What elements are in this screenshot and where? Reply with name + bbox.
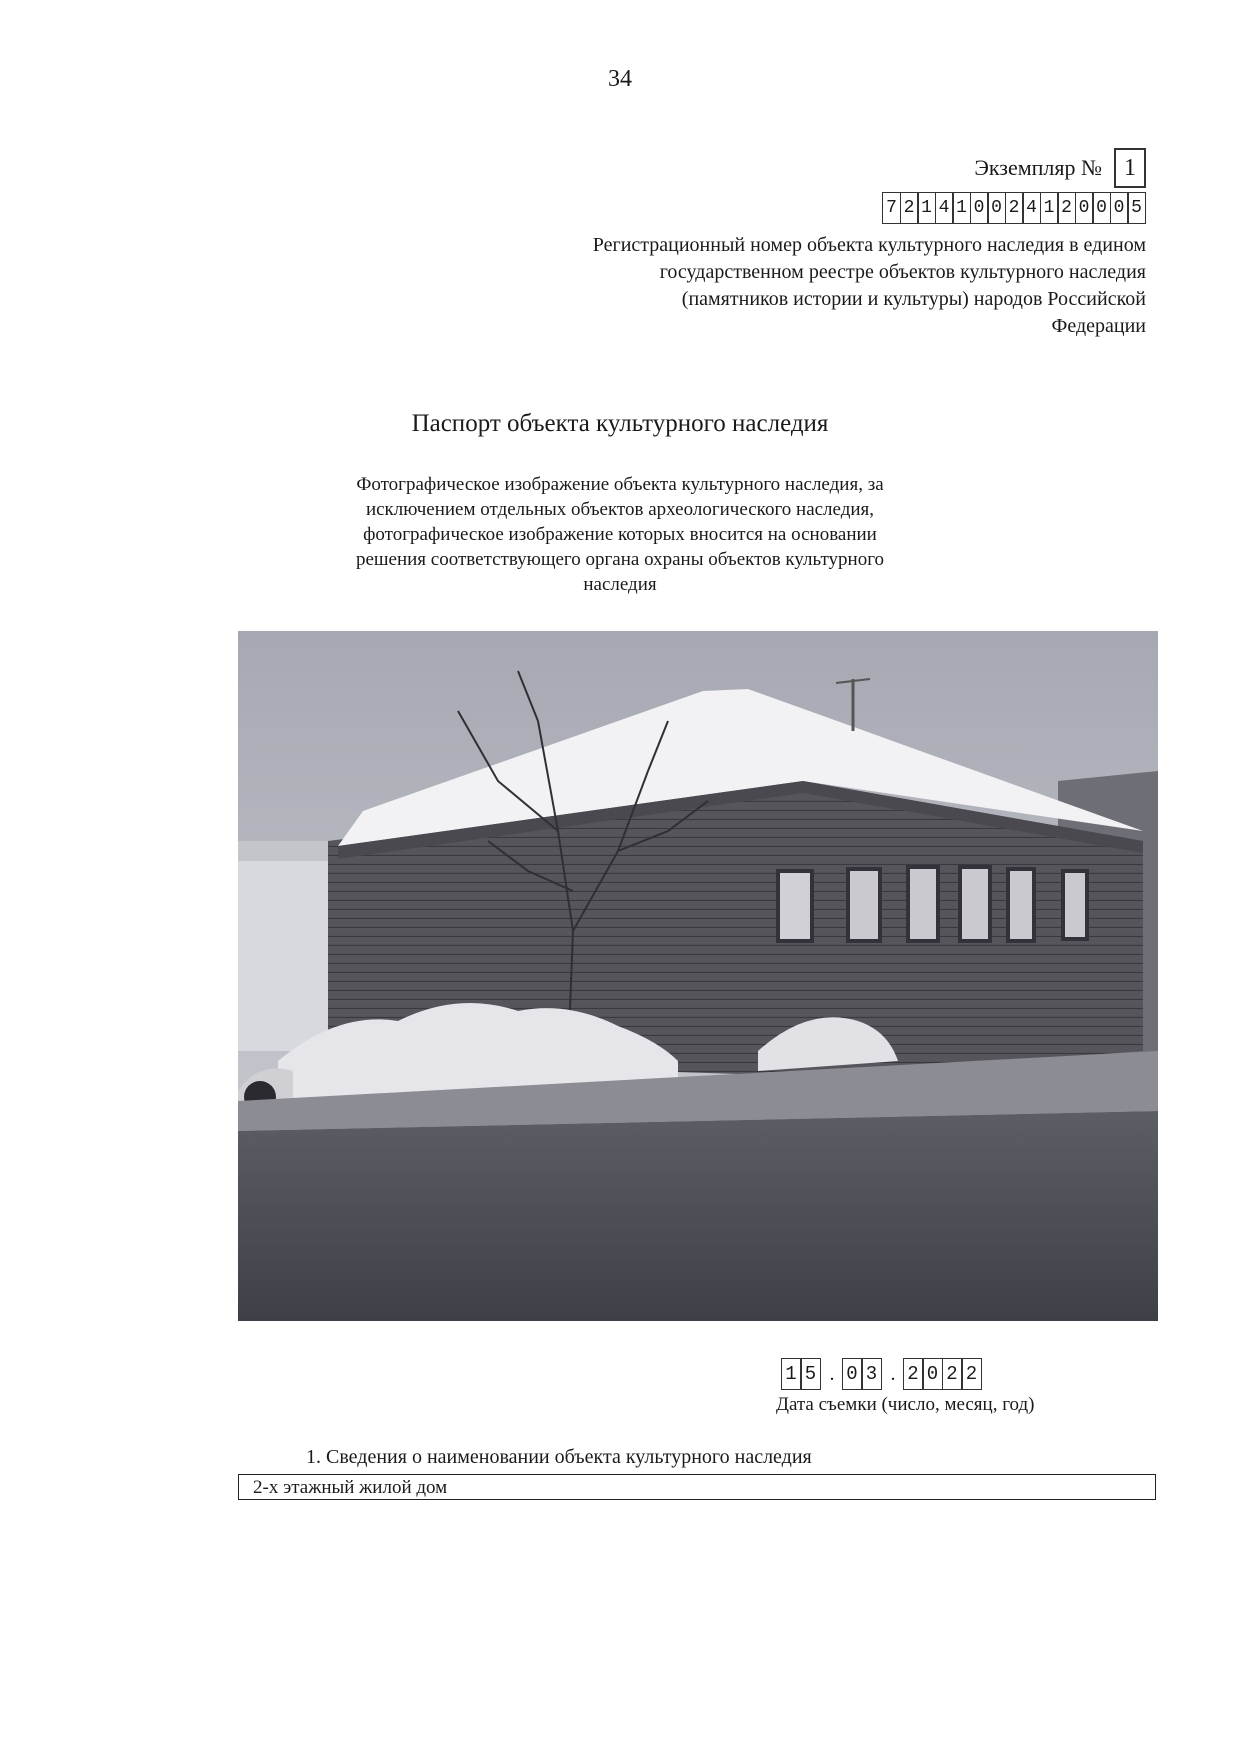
date-digit: 2 [961,1358,982,1390]
window [908,867,938,941]
page-number: 34 [608,66,632,92]
registration-digit: 0 [970,192,989,224]
date-digit: 2 [942,1358,963,1390]
section-1-heading: 1. Сведения о наименовании объекта культурного наследия [306,1446,812,1468]
registration-digit: 2 [900,192,919,224]
registration-digit: 2 [1057,192,1076,224]
date-digit: 1 [781,1358,802,1390]
date-digit: 0 [842,1358,863,1390]
registration-digit: 1 [1040,192,1059,224]
heritage-building-photo [238,631,1158,1321]
registration-digit: 4 [935,192,954,224]
shooting-date-boxes [782,1358,982,1390]
shooting-date-caption: Дата съемки (число, месяц, год) [776,1394,1035,1415]
road [238,1111,1158,1321]
copy-number-row [974,148,1146,188]
registration-digit: 2 [1005,192,1024,224]
document-title: Паспорт объекта культурного наследия [411,410,829,437]
registration-number-boxes [884,192,1147,224]
date-digit: 2 [903,1358,924,1390]
date-separator: . [890,1362,896,1385]
registration-digit: 1 [917,192,936,224]
copy-number-box: 1 [1114,148,1146,188]
window [1063,871,1087,939]
registration-digit: 0 [1075,192,1094,224]
window [960,867,990,941]
copy-label: Экземпляр № [974,155,1102,180]
registration-digit: 0 [1110,192,1129,224]
registration-digit: 0 [1092,192,1111,224]
photo-caption: Фотографическое изображение объекта культурного наследия, за исключением отдельных объектов археологического наследия, фотографическое изображение которых вносится на основании решения соответствующего органа охраны объектов культурного наследия [355,474,885,595]
registration-digit: 0 [987,192,1006,224]
registration-digit: 5 [1127,192,1146,224]
registration-caption: Регистрационный номер объекта культурного наследия в едином государственном реестре объектов культурного наследия (памятников истории и культуры) народов Российской Федерации [592,234,1146,337]
registration-digit: 4 [1022,192,1041,224]
window [778,871,812,941]
object-name-field: 2-х этажный жилой дом [238,1474,1156,1500]
date-separator: . [829,1362,835,1385]
window [848,869,880,941]
registration-digit: 1 [952,192,971,224]
date-digit: 3 [861,1358,882,1390]
date-digit: 0 [922,1358,943,1390]
window [1008,869,1034,941]
date-digit: 5 [800,1358,821,1390]
registration-digit: 7 [882,192,901,224]
